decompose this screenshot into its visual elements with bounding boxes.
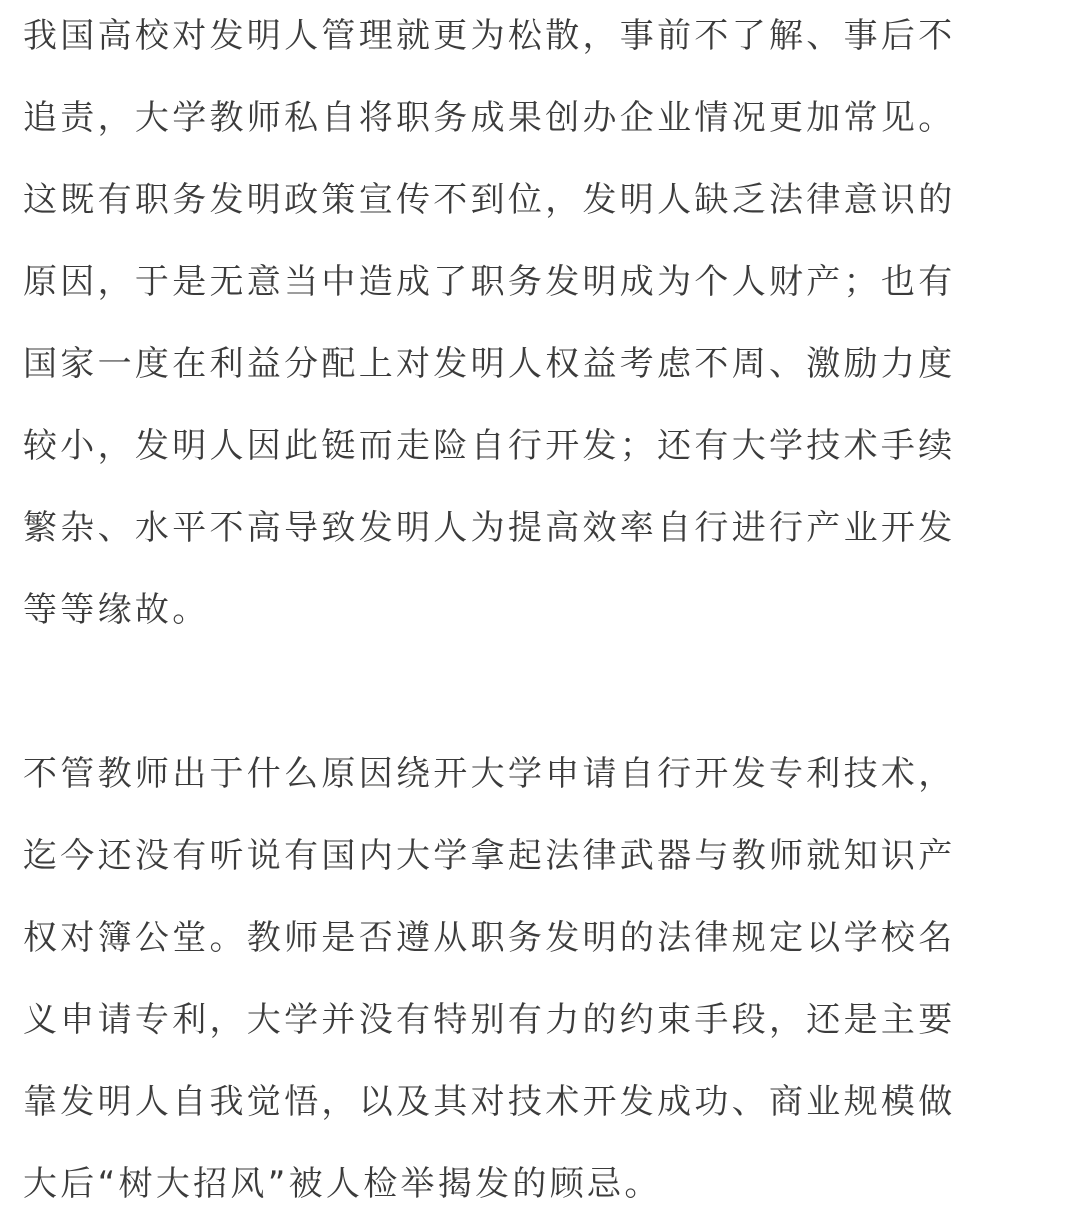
paragraph-2-line-6: 大后“树大招风”被人检举揭发的顾忌。 (23, 1164, 662, 1204)
paragraph-1-line-3: 这既有职务发明政策宣传不到位，发明人缺乏法律意识的 (23, 180, 956, 220)
paragraph-2-line-3: 权对簿公堂。教师是否遵从职务发明的法律规定以学校名 (23, 918, 956, 958)
paragraph-1-line-8: 等等缘故。 (23, 590, 210, 630)
paragraph-1 (23, 0, 1063, 651)
paragraph-2-line-2: 迄今还没有听说有国内大学拿起法律武器与教师就知识产 (23, 836, 956, 876)
article-body (23, 0, 1063, 1225)
paragraph-1-line-4: 原因，于是无意当中造成了职务发明成为个人财产；也有 (23, 262, 956, 302)
paragraph-2 (23, 733, 1063, 1225)
paragraph-2-line-1: 不管教师出于什么原因绕开大学申请自行开发专利技术， (23, 754, 956, 794)
paragraph-1-line-5: 国家一度在利益分配上对发明人权益考虑不周、激励力度 (23, 344, 956, 384)
paragraph-1-line-6: 较小，发明人因此铤而走险自行开发；还有大学技术手续 (23, 426, 956, 466)
paragraph-2-line-5: 靠发明人自我觉悟，以及其对技术开发成功、商业规模做 (23, 1082, 956, 1122)
paragraph-1-line-2: 追责，大学教师私自将职务成果创办企业情况更加常见。 (23, 98, 956, 138)
paragraph-1-line-7: 繁杂、水平不高导致发明人为提高效率自行进行产业开发 (23, 508, 956, 548)
paragraph-spacer (23, 651, 1063, 733)
paragraph-1-line-1: 我国高校对发明人管理就更为松散，事前不了解、事后不 (23, 16, 956, 56)
paragraph-2-line-4: 义申请专利，大学并没有特别有力的约束手段，还是主要 (23, 1000, 956, 1040)
